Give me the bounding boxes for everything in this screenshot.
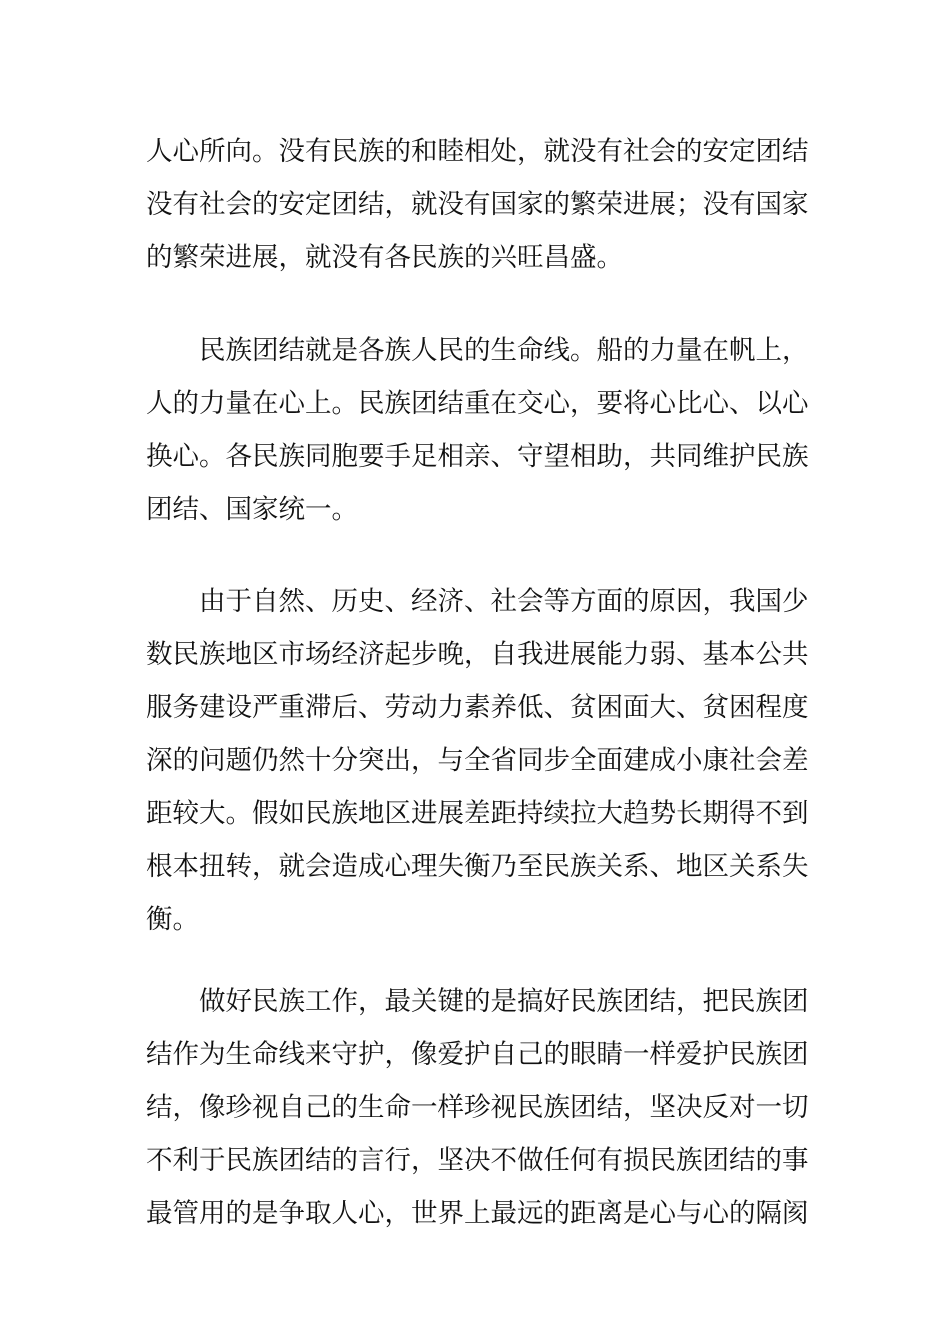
paragraph-4-line-5: 最管用的是争取人心，世界上最远的距离是心与心的隔阂 — [146, 1198, 809, 1229]
paragraph-3-line-6: 根本扭转，就会造成心理失衡乃至民族关系、地区关系失 — [146, 851, 809, 882]
paragraph-2 — [146, 324, 808, 536]
paragraph-3-line-3: 服务建设严重滞后、劳动力素养低、贫困面大、贫困程度 — [146, 692, 809, 723]
paragraph-2-line-3: 换心。各民族同胞要手足相亲、守望相助，共同维护民族 — [146, 441, 809, 472]
paragraph-3-line-4: 深的问题仍然十分突出，与全省同步全面建成小康社会差 — [146, 745, 809, 776]
paragraph-3-line-7: 衡。 — [146, 904, 199, 935]
paragraph-3 — [146, 575, 808, 946]
paragraph-3-line-1: 由于自然、历史、经济、社会等方面的原因，我国少 — [199, 586, 809, 617]
paragraph-4-line-2: 结作为生命线来守护，像爱护自己的眼睛一样爱护民族团 — [146, 1039, 809, 1070]
paragraph-4-line-1: 做好民族工作，最关键的是搞好民族团结，把民族团 — [199, 986, 809, 1017]
paragraph-1 — [146, 125, 808, 284]
paragraph-1-line-2: 没有社会的安定团结，就没有国家的繁荣进展；没有国家 — [146, 189, 809, 220]
paragraph-2-line-2: 人的力量在心上。民族团结重在交心，要将心比心、以心 — [146, 388, 809, 419]
paragraph-4-line-4: 不利于民族团结的言行，坚决不做任何有损民族团结的事 — [146, 1145, 809, 1176]
paragraph-4 — [146, 975, 808, 1240]
paragraph-3-line-5: 距较大。假如民族地区进展差距持续拉大趋势长期得不到 — [146, 798, 809, 829]
paragraph-2-line-1: 民族团结就是各族人民的生命线。船的力量在帆上， — [199, 335, 809, 366]
paragraph-1-line-1: 人心所向。没有民族的和睦相处，就没有社会的安定团结 — [146, 136, 809, 167]
paragraph-3-line-2: 数民族地区市场经济起步晚，自我进展能力弱、基本公共 — [146, 639, 809, 670]
paragraph-2-line-4: 团结、国家统一。 — [146, 494, 358, 525]
paragraph-4-line-3: 结，像珍视自己的生命一样珍视民族团结，坚决反对一切 — [146, 1092, 809, 1123]
paragraph-1-line-3: 的繁荣进展，就没有各民族的兴旺昌盛。 — [146, 242, 623, 273]
